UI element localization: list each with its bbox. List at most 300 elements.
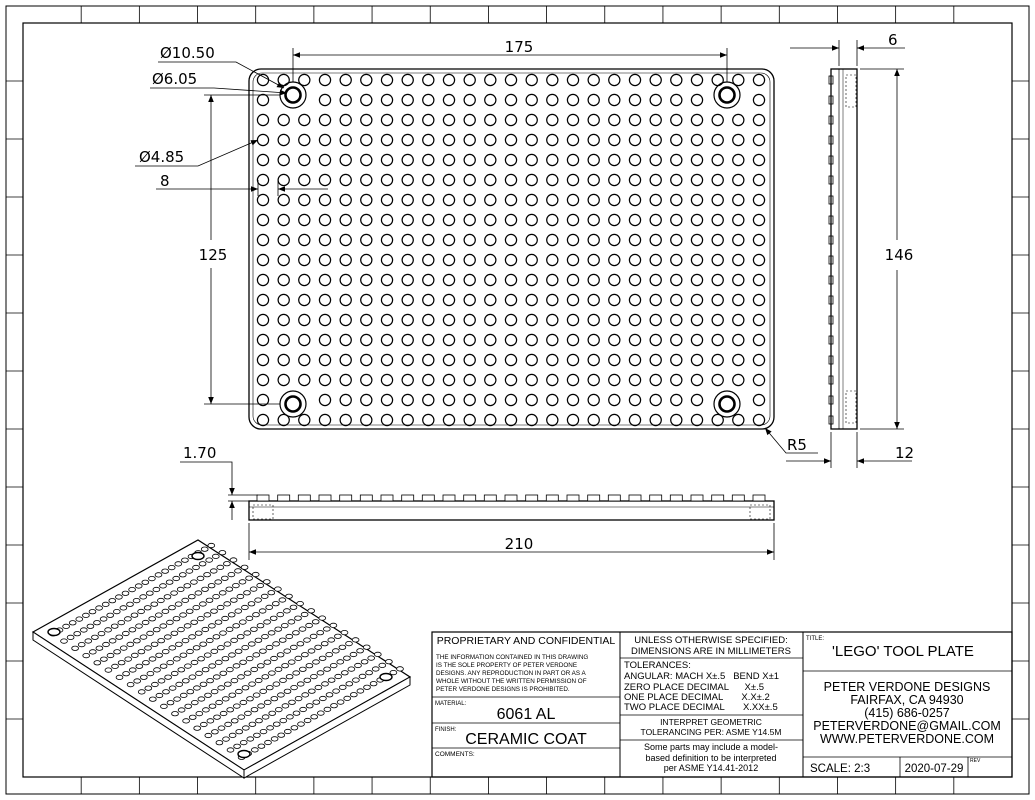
rev-label: REV [970, 758, 981, 764]
iso-stud [240, 700, 247, 704]
iso-stud [151, 602, 158, 606]
iso-stud [149, 657, 156, 661]
iso-stud [222, 697, 229, 701]
iso-stud [291, 685, 298, 689]
iso-stud [238, 715, 245, 719]
iso-stud [183, 719, 190, 723]
top-view [135, 38, 818, 454]
iso-stud [225, 722, 232, 726]
dim-210-label: 210 [504, 535, 534, 553]
iso-stud [168, 565, 175, 569]
dim-r5-label: R5 [787, 436, 807, 454]
iso-stud [147, 631, 154, 635]
iso-stud [350, 693, 357, 697]
model-note-line: Some parts may include a model- [643, 742, 779, 752]
dim-12-label: 12 [895, 444, 915, 462]
iso-stud [206, 558, 213, 562]
iso-stud [175, 602, 182, 606]
iso-stud [127, 602, 134, 606]
dim-1-70 [180, 462, 258, 520]
iso-stud [67, 635, 74, 639]
iso-stud [275, 627, 282, 631]
iso-stud [317, 711, 324, 715]
iso-stud [235, 609, 242, 613]
dim-6-label: 6 [888, 31, 898, 49]
iso-stud [319, 656, 326, 660]
iso-stud [295, 696, 302, 700]
iso-stud [219, 551, 226, 555]
company-phone: (415) 686-0257 [864, 706, 950, 720]
iso-stud [116, 635, 123, 639]
iso-stud [197, 576, 204, 580]
iso-stud [228, 572, 235, 576]
front-stud [257, 495, 269, 501]
iso-stud [201, 547, 208, 551]
iso-stud [94, 621, 101, 625]
front-stud [650, 495, 662, 501]
iso-stud [224, 562, 231, 566]
iso-stud [180, 613, 187, 617]
iso-stud [286, 594, 293, 598]
front-stud [712, 495, 724, 501]
tol-angular: ANGULAR: MACH X±.5 BEND X±1 [624, 671, 780, 682]
iso-stud [262, 715, 269, 719]
front-stud [278, 495, 290, 501]
iso-stud [260, 649, 267, 653]
iso-stud [202, 587, 209, 591]
iso-stud [282, 664, 289, 668]
iso-stud [357, 689, 364, 693]
iso-stud [169, 686, 176, 690]
iso-stud [140, 675, 147, 679]
iso-stud [281, 623, 288, 627]
iso-stud [370, 682, 377, 686]
front-stud [629, 495, 641, 501]
iso-stud [217, 605, 224, 609]
iso-stud [255, 638, 262, 642]
iso-stud [96, 646, 103, 650]
iso-stud [215, 660, 222, 664]
iso-stud [134, 679, 141, 683]
iso-stud [251, 748, 258, 752]
iso-stud [355, 663, 362, 667]
isometric-view [33, 540, 410, 778]
iso-stud [203, 708, 210, 712]
iso-stud [235, 649, 242, 653]
proprietary-line: THE INFORMATION CONTAINED IN THIS DRAWING [436, 654, 589, 661]
iso-stud [208, 543, 215, 547]
iso-stud [165, 675, 172, 679]
dim-dia-4-85-label: Ø4.85 [139, 148, 185, 166]
iso-stud [155, 573, 162, 577]
iso-stud [221, 576, 228, 580]
iso-stud [324, 707, 331, 711]
iso-stud [275, 707, 282, 711]
tol-one-place: ONE PLACE DECIMAL X.X±.2 [624, 692, 770, 703]
tol-zero-place: ZERO PLACE DECIMAL X±.5 [624, 682, 765, 693]
dim-8-label: 8 [160, 172, 170, 190]
front-stud [381, 495, 393, 501]
iso-stud [317, 671, 324, 675]
comments-label: COMMENTS: [435, 751, 475, 758]
front-stud [360, 495, 372, 501]
iso-stud [182, 558, 189, 562]
iso-stud [145, 646, 152, 650]
iso-stud [200, 602, 207, 606]
tolerancing-per: TOLERANCING PER: ASME Y14.5M [640, 727, 782, 737]
iso-stud [160, 664, 167, 668]
iso-stud [216, 700, 223, 704]
iso-stud [264, 620, 271, 624]
iso-stud [339, 645, 346, 649]
proprietary-line: PETER VERDONE DESIGNS IS PROHIBITED. [436, 686, 570, 693]
iso-stud [234, 744, 241, 748]
iso-stud [209, 704, 216, 708]
iso-stud [177, 587, 184, 591]
iso-stud [308, 689, 315, 693]
iso-stud [233, 583, 240, 587]
iso-stud [142, 620, 149, 624]
iso-stud [182, 638, 189, 642]
iso-stud [194, 726, 201, 730]
iso-stud [245, 711, 252, 715]
iso-stud [74, 632, 81, 636]
iso-stud [259, 609, 266, 613]
iso-stud [241, 565, 248, 569]
iso-stud [300, 707, 307, 711]
iso-stud [246, 576, 253, 580]
iso-stud [85, 639, 92, 643]
iso-stud [153, 628, 160, 632]
iso-stud [240, 740, 247, 744]
iso-stud [191, 700, 198, 704]
iso-stud [213, 675, 220, 679]
iso-stud [277, 612, 284, 616]
iso-stud [279, 638, 286, 642]
iso-stud [96, 606, 103, 610]
iso-stud [269, 671, 276, 675]
iso-stud [257, 664, 264, 668]
iso-stud [266, 605, 273, 609]
iso-stud [218, 726, 225, 730]
iso-stud [335, 674, 342, 678]
tol-two-place: TWO PLACE DECIMAL X.XX±.5 [624, 702, 778, 713]
iso-stud [127, 642, 134, 646]
iso-stud [140, 635, 147, 639]
iso-stud [293, 671, 300, 675]
iso-stud [257, 583, 264, 587]
front-stud [588, 495, 600, 501]
iso-stud [239, 580, 246, 584]
iso-stud [266, 686, 273, 690]
iso-stud [284, 609, 291, 613]
iso-stud [136, 624, 143, 628]
iso-stud [100, 617, 107, 621]
iso-stud [207, 719, 214, 723]
iso-stud [167, 701, 174, 705]
iso-stud [270, 616, 277, 620]
iso-stud [333, 689, 340, 693]
iso-stud [344, 656, 351, 660]
iso-stud [172, 712, 179, 716]
material-value: 6061 AL [496, 706, 556, 723]
iso-stud [153, 587, 160, 591]
front-stud [402, 495, 414, 501]
iso-stud [219, 591, 226, 595]
iso-stud [248, 642, 255, 646]
iso-stud [180, 653, 187, 657]
iso-stud [310, 634, 317, 638]
front-stud [732, 495, 744, 501]
front-stud [670, 495, 682, 501]
iso-stud [264, 700, 271, 704]
iso-stud [125, 657, 132, 661]
iso-stud [196, 671, 203, 675]
iso-stud [140, 595, 147, 599]
iso-stud [284, 649, 291, 653]
iso-stud [127, 682, 134, 686]
iso-stud [162, 649, 169, 653]
iso-stud [352, 638, 359, 642]
iso-stud [122, 591, 129, 595]
iso-stud [209, 624, 216, 628]
iso-stud [332, 649, 339, 653]
iso-stud [346, 641, 353, 645]
iso-stud [176, 682, 183, 686]
finish-value: CERAMIC COAT [465, 731, 587, 748]
iso-stud [363, 645, 370, 649]
iso-stud [206, 598, 213, 602]
iso-stud [280, 678, 287, 682]
iso-stud [171, 591, 178, 595]
iso-stud [224, 602, 231, 606]
iso-stud [211, 609, 218, 613]
iso-stud [171, 671, 178, 675]
iso-stud [76, 617, 83, 621]
iso-stud [178, 708, 185, 712]
iso-stud [250, 587, 257, 591]
interpret-geometric: INTERPRET GEOMETRIC [660, 717, 762, 727]
iso-stud [138, 609, 145, 613]
iso-stud [231, 678, 238, 682]
iso-stud [275, 587, 282, 591]
iso-stud [379, 663, 386, 667]
iso-stud [89, 610, 96, 614]
dim-175-label: 175 [504, 38, 534, 56]
iso-stud [120, 606, 127, 610]
iso-stud [166, 580, 173, 584]
iso-stud [242, 605, 249, 609]
tolerances-label: TOLERANCES: [624, 660, 691, 671]
iso-stud [397, 667, 404, 671]
iso-stud [61, 639, 68, 643]
front-stud [298, 495, 310, 501]
iso-stud [149, 617, 156, 621]
iso-stud [337, 660, 344, 664]
iso-stud [330, 623, 337, 627]
iso-stud [210, 569, 217, 573]
iso-stud [331, 704, 338, 708]
iso-stud [138, 690, 145, 694]
dim-146-label: 146 [884, 246, 914, 264]
iso-stud [271, 697, 278, 701]
iso-stud [216, 741, 223, 745]
iso-stud [386, 660, 393, 664]
iso-stud [164, 595, 171, 599]
scale: SCALE: 2:3 [810, 763, 871, 775]
company-email: PETERVERDONE@GMAIL.COM [813, 719, 1001, 733]
iso-stud [252, 572, 259, 576]
iso-stud [264, 660, 271, 664]
iso-stud [237, 635, 244, 639]
iso-stud [155, 613, 162, 617]
iso-stud [291, 726, 298, 730]
model-note-line: per ASME Y14.41-2012 [663, 763, 759, 773]
iso-stud [109, 599, 116, 603]
iso-stud [226, 587, 233, 591]
iso-stud [129, 587, 136, 591]
iso-stud [145, 686, 152, 690]
iso-stud [222, 657, 229, 661]
iso-stud [143, 661, 150, 665]
iso-stud [368, 656, 375, 660]
iso-stud [253, 653, 260, 657]
iso-stud [341, 630, 348, 634]
iso-stud [251, 627, 258, 631]
iso-stud [195, 631, 202, 635]
iso-stud [87, 624, 94, 628]
iso-stud [275, 667, 282, 671]
iso-stud [293, 631, 300, 635]
iso-stud [299, 627, 306, 631]
iso-stud [189, 715, 196, 719]
iso-stud [350, 652, 357, 656]
iso-stud [306, 664, 313, 668]
iso-stud [239, 620, 246, 624]
iso-stud [146, 591, 153, 595]
iso-stud [231, 719, 238, 723]
front-view [180, 444, 774, 560]
iso-stud [173, 576, 180, 580]
iso-stud [290, 645, 297, 649]
iso-stud [208, 584, 215, 588]
iso-stud [105, 628, 112, 632]
iso-stud [178, 627, 185, 631]
iso-stud [278, 733, 285, 737]
front-stud [422, 495, 434, 501]
iso-stud [211, 649, 218, 653]
front-stud [443, 495, 455, 501]
iso-stud [196, 711, 203, 715]
iso-stud [156, 693, 163, 697]
iso-stud [240, 660, 247, 664]
front-stud [567, 495, 579, 501]
iso-stud [244, 671, 251, 675]
iso-stud [149, 576, 156, 580]
iso-stud [151, 642, 158, 646]
iso-stud [176, 642, 183, 646]
iso-stud [233, 704, 240, 708]
iso-stud [198, 697, 205, 701]
iso-stud [229, 653, 236, 657]
iso-stud [89, 650, 96, 654]
iso-stud [287, 715, 294, 719]
iso-stud [328, 638, 335, 642]
iso-stud [306, 623, 313, 627]
front-stud [464, 495, 476, 501]
iso-stud [335, 634, 342, 638]
iso-stud [302, 693, 309, 697]
iso-stud [98, 631, 105, 635]
iso-stud [160, 624, 167, 628]
iso-stud [286, 634, 293, 638]
iso-stud [273, 682, 280, 686]
iso-stud [288, 660, 295, 664]
iso-stud [353, 678, 360, 682]
iso-stud [326, 652, 333, 656]
iso-stud [114, 650, 121, 654]
iso-stud [191, 620, 198, 624]
iso-stud [238, 675, 245, 679]
iso-stud [154, 668, 161, 672]
iso-stud [113, 609, 120, 613]
iso-stud [288, 620, 295, 624]
iso-stud [194, 686, 201, 690]
iso-stud [107, 653, 114, 657]
iso-stud [266, 645, 273, 649]
iso-stud [315, 645, 322, 649]
iso-stud [78, 642, 85, 646]
iso-stud [273, 642, 280, 646]
iso-stud [244, 631, 251, 635]
iso-stud [204, 653, 211, 657]
iso-stud [246, 616, 253, 620]
iso-stud [215, 620, 222, 624]
iso-stud [231, 638, 238, 642]
iso-stud [263, 580, 270, 584]
iso-stud [118, 661, 125, 665]
title-label: TITLE: [806, 636, 825, 642]
iso-stud [125, 617, 132, 621]
iso-stud [118, 620, 125, 624]
iso-stud [242, 686, 249, 690]
iso-stud [214, 715, 221, 719]
iso-stud [107, 613, 114, 617]
iso-stud [222, 616, 229, 620]
iso-stud [116, 675, 123, 679]
iso-stud [255, 678, 262, 682]
iso-stud [341, 671, 348, 675]
iso-stud [189, 635, 196, 639]
iso-stud [199, 562, 206, 566]
iso-stud [247, 697, 254, 701]
iso-stud [284, 729, 291, 733]
iso-stud [295, 656, 302, 660]
iso-stud [169, 646, 176, 650]
iso-stud [187, 649, 194, 653]
iso-stud [223, 737, 230, 741]
iso-stud [282, 704, 289, 708]
iso-stud [269, 711, 276, 715]
iso-stud [220, 671, 227, 675]
iso-stud [206, 638, 213, 642]
iso-stud [299, 667, 306, 671]
iso-stud [224, 642, 231, 646]
finish-label: FINISH: [435, 727, 457, 733]
iso-stud [262, 634, 269, 638]
iso-stud [182, 679, 189, 683]
iso-stud [158, 598, 165, 602]
